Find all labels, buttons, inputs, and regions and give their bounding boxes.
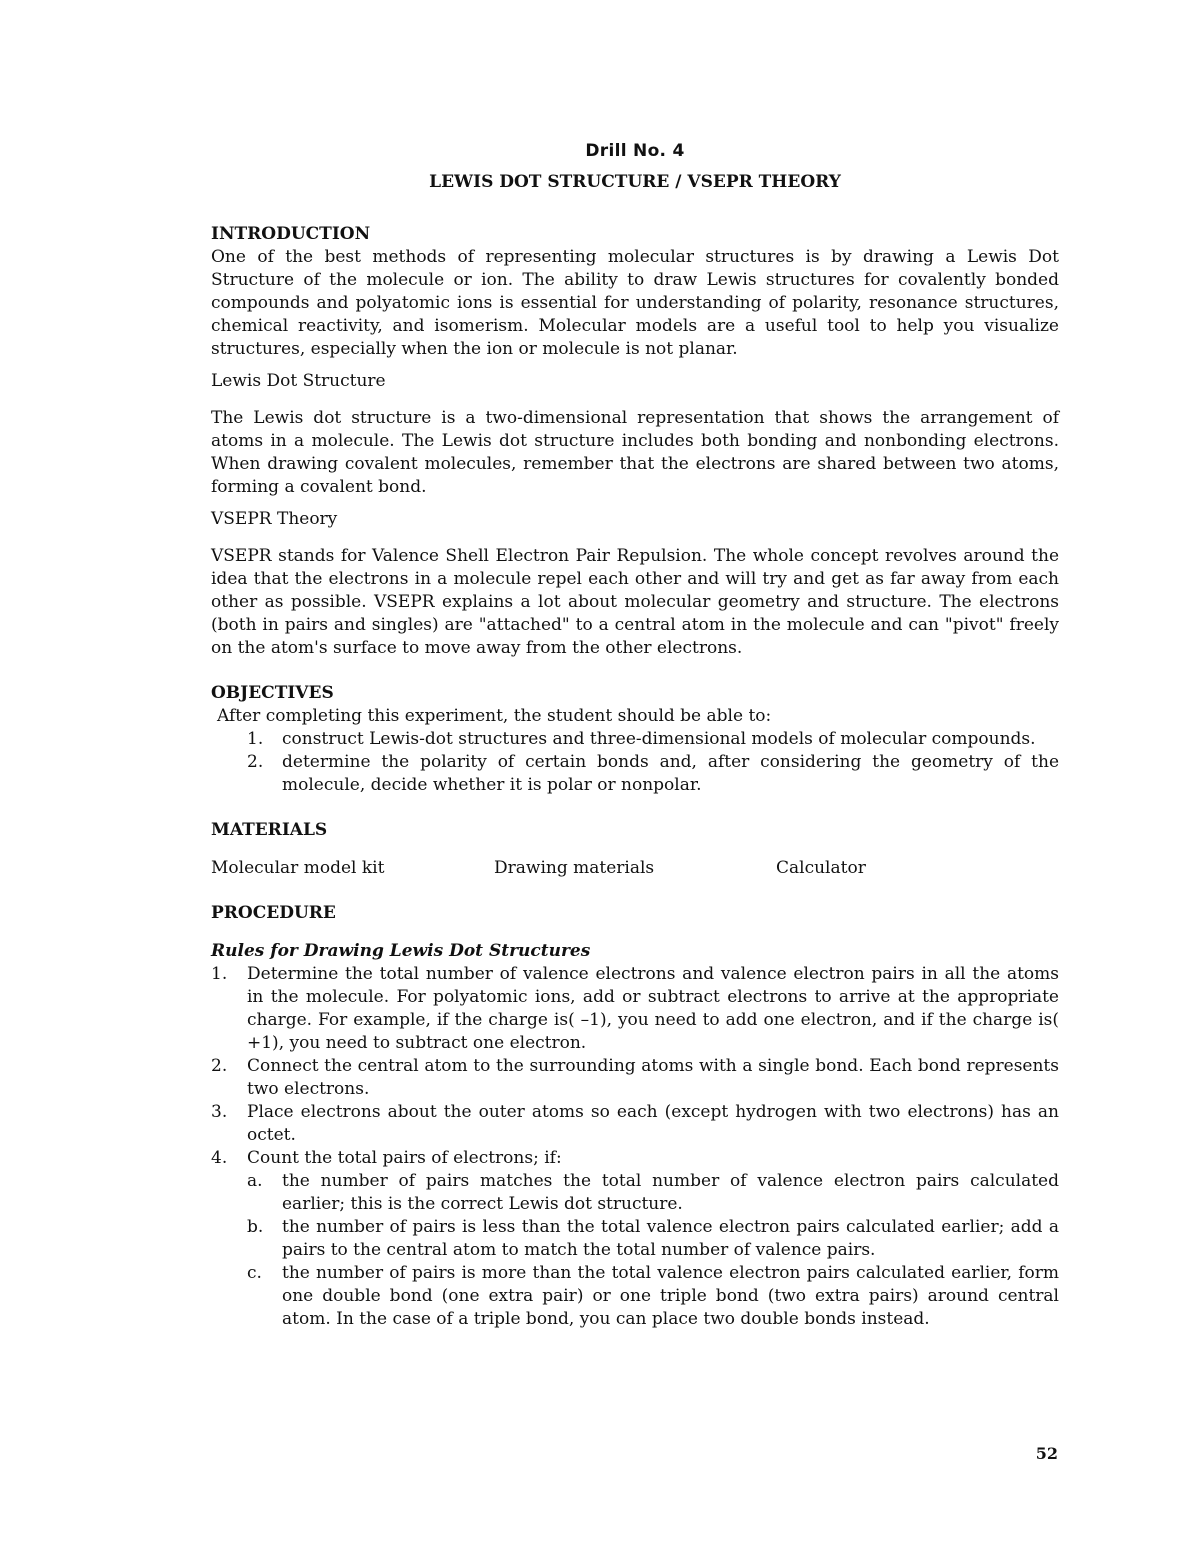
- materials-section: [211, 819, 1059, 880]
- list-item: [211, 751, 1059, 797]
- list-item: [211, 963, 1059, 1055]
- material-item: Molecular model kit: [211, 858, 385, 878]
- objectives-list: [211, 728, 1059, 797]
- drill-title: Drill No. 4: [585, 141, 685, 161]
- list-number: 2.: [211, 1056, 228, 1076]
- list-text: Count the total pairs of electrons; if:: [247, 1148, 562, 1168]
- procedure-heading: PROCEDURE: [211, 903, 336, 923]
- material-item: Calculator: [776, 858, 866, 878]
- list-number: 1.: [211, 964, 228, 984]
- objectives-lead: After completing this experiment, the student should be able to:: [217, 706, 772, 726]
- list-letter: a.: [247, 1171, 263, 1191]
- list-number: 4.: [211, 1148, 228, 1168]
- list-item: [247, 1216, 1059, 1262]
- introduction-section: [211, 223, 1059, 660]
- list-text: construct Lewis-dot structures and three-dimensional models of molecular compounds.: [282, 729, 1036, 749]
- introduction-heading: INTRODUCTION: [211, 224, 371, 244]
- document-body: [211, 140, 1059, 1331]
- list-text: Connect the central atom to the surrounding atoms with a single bond. Each bond represents two electrons.: [247, 1056, 1059, 1099]
- list-letter: c.: [247, 1263, 262, 1283]
- procedure-section: [211, 902, 1059, 1331]
- list-text: the number of pairs is less than the total valence electron pairs calculated earlier; add a pairs to the central atom to match the total number of valence pairs.: [282, 1217, 1059, 1260]
- list-number: 3.: [211, 1102, 228, 1122]
- list-letter: b.: [247, 1217, 264, 1237]
- list-text: the number of pairs matches the total number of valence electron pairs calculated earlier; this is the correct Lewis dot structure.: [282, 1171, 1059, 1214]
- list-item: [211, 1101, 1059, 1147]
- rules-title: Rules for Drawing Lewis Dot Structures: [211, 941, 591, 961]
- list-item: [211, 1147, 1059, 1331]
- list-text: Place electrons about the outer atoms so each (except hydrogen with two electrons) has an octet.: [247, 1102, 1059, 1145]
- list-item: [247, 1262, 1059, 1331]
- objectives-heading: OBJECTIVES: [211, 683, 334, 703]
- vsepr-subheading: VSEPR Theory: [211, 509, 338, 529]
- materials-list: [211, 857, 1059, 880]
- rules-list: [211, 963, 1059, 1331]
- list-number: 1.: [247, 729, 264, 749]
- vsepr-paragraph: VSEPR stands for Valence Shell Electron Pair Repulsion. The whole concept revolves around the idea that the electrons in a molecule repel each other and will try and get as far away from each other as possible. VSEPR explains a lot about molecular geometry and structure. The electrons (both in pairs and singles) are "attached" to a central atom in the molecule and can "pivot" freely on the atom's surface to move away from the other electrons.: [211, 546, 1059, 658]
- list-item: [211, 728, 1059, 751]
- list-text: the number of pairs is more than the total valence electron pairs calculated earlier, form one double bond (one extra pair) or one triple bond (two extra pairs) around central atom. In the case of a triple bond, you can place two double bonds instead.: [282, 1263, 1059, 1329]
- subrules-list: [247, 1170, 1059, 1331]
- list-text: determine the polarity of certain bonds and, after considering the geometry of the molecule, decide whether it is polar or nonpolar.: [282, 752, 1059, 795]
- lewis-paragraph: The Lewis dot structure is a two-dimensional representation that shows the arrangement of atoms in a molecule. The Lewis dot structure includes both bonding and nonbonding electrons. When drawing covalent molecules, remember that the electrons are shared between two atoms, forming a covalent bond.: [211, 408, 1059, 497]
- list-number: 2.: [247, 752, 264, 772]
- materials-heading: MATERIALS: [211, 820, 328, 840]
- lewis-subheading: Lewis Dot Structure: [211, 371, 386, 391]
- page-title: LEWIS DOT STRUCTURE / VSEPR THEORY: [429, 172, 841, 192]
- list-item: [247, 1170, 1059, 1216]
- list-text: Determine the total number of valence electrons and valence electron pairs in all the atoms in the molecule. For polyatomic ions, add or subtract electrons to arrive at the appropriate charge. For example, if the charge is( –1), you need to add one electron, and if the charge is( +1), you need to subtract one electron.: [247, 964, 1059, 1053]
- introduction-paragraph: One of the best methods of representing molecular structures is by drawing a Lewis Dot Structure of the molecule or ion. The ability to draw Lewis structures for covalently bonded compounds and polyatomic ions is essential for understanding of polarity, resonance structures, chemical reactivity, and isomerism. Molecular models are a useful tool to help you visualize structures, especially when the ion or molecule is not planar.: [211, 247, 1059, 359]
- page-number: 52: [1035, 1444, 1058, 1463]
- list-item: [211, 1055, 1059, 1101]
- objectives-section: [211, 682, 1059, 797]
- material-item: Drawing materials: [494, 858, 655, 878]
